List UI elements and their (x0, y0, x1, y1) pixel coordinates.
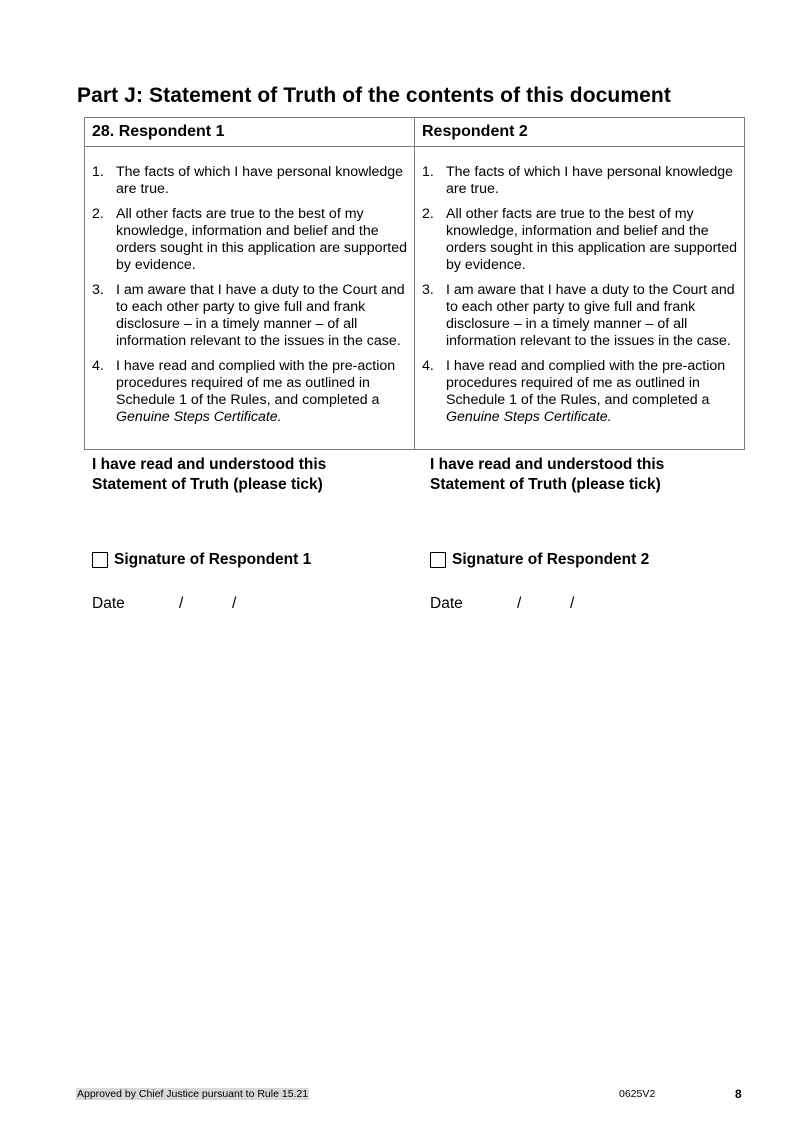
date-separator: / (570, 595, 575, 612)
footer-form-code: 0625V2 (619, 1088, 656, 1100)
footer-approval-note: Approved by Chief Justice pursuant to Rule 15.21 (77, 1088, 309, 1100)
genuine-steps-certificate: Genuine Steps Certificate. (116, 409, 282, 425)
respondent-1-statements (92, 164, 410, 434)
header-divider (85, 146, 744, 147)
column-divider (414, 118, 415, 449)
respondent-2-header: Respondent 2 (422, 123, 528, 140)
statement-item: 1. The facts of which I have personal knowledge are true. (422, 164, 734, 197)
statement-item: 3. I am aware that I have a duty to the Court and to each other party to give full and frank disclosure – in a timely manner – of all information relevant to the issues in the case. (422, 282, 735, 349)
date-label: Date (430, 595, 463, 612)
statement-of-truth-table (84, 117, 745, 450)
respondent-1-signature-label: Signature of Respondent 1 (114, 551, 312, 568)
statement-item: 2. All other facts are true to the best of my knowledge, information and belief and the orders sought in this application are supported by evidence. (422, 206, 738, 273)
respondent-2-statements (422, 164, 740, 434)
date-separator: / (232, 595, 237, 612)
statement-item: 1. The facts of which I have personal knowledge are true. (92, 164, 404, 197)
respondent-2-acknowledgement: I have read and understood this Statement of Truth (please tick) (430, 456, 665, 493)
genuine-steps-certificate: Genuine Steps Certificate. (446, 409, 612, 425)
respondent-1-tick-checkbox[interactable] (92, 552, 108, 568)
statement-item: 4. I have read and complied with the pre-action procedures required of me as outlined in Schedule 1 of the Rules, and completed a Genuine Steps Certificate. (92, 358, 396, 425)
respondent-1-header: 28. Respondent 1 (92, 123, 225, 140)
date-label: Date (92, 595, 125, 612)
respondent-2-tick-checkbox[interactable] (430, 552, 446, 568)
statement-item: 3. I am aware that I have a duty to the Court and to each other party to give full and frank disclosure – in a timely manner – of all information relevant to the issues in the case. (92, 282, 405, 349)
respondent-1-acknowledgement: I have read and understood this Statement of Truth (please tick) (92, 456, 327, 493)
respondent-1-signature-row (92, 551, 311, 569)
statement-item: 2. All other facts are true to the best of my knowledge, information and belief and the orders sought in this application are supported by evidence. (92, 206, 408, 273)
date-separator: / (517, 595, 522, 612)
date-separator: / (179, 595, 184, 612)
page-title: Part J: Statement of Truth of the contents of this document (77, 84, 671, 107)
statement-item: 4. I have read and complied with the pre-action procedures required of me as outlined in Schedule 1 of the Rules, and completed a Genuine Steps Certificate. (422, 358, 726, 425)
respondent-2-signature-row (430, 551, 649, 569)
respondent-2-signature-label: Signature of Respondent 2 (452, 551, 650, 568)
page-number: 8 (735, 1087, 742, 1101)
